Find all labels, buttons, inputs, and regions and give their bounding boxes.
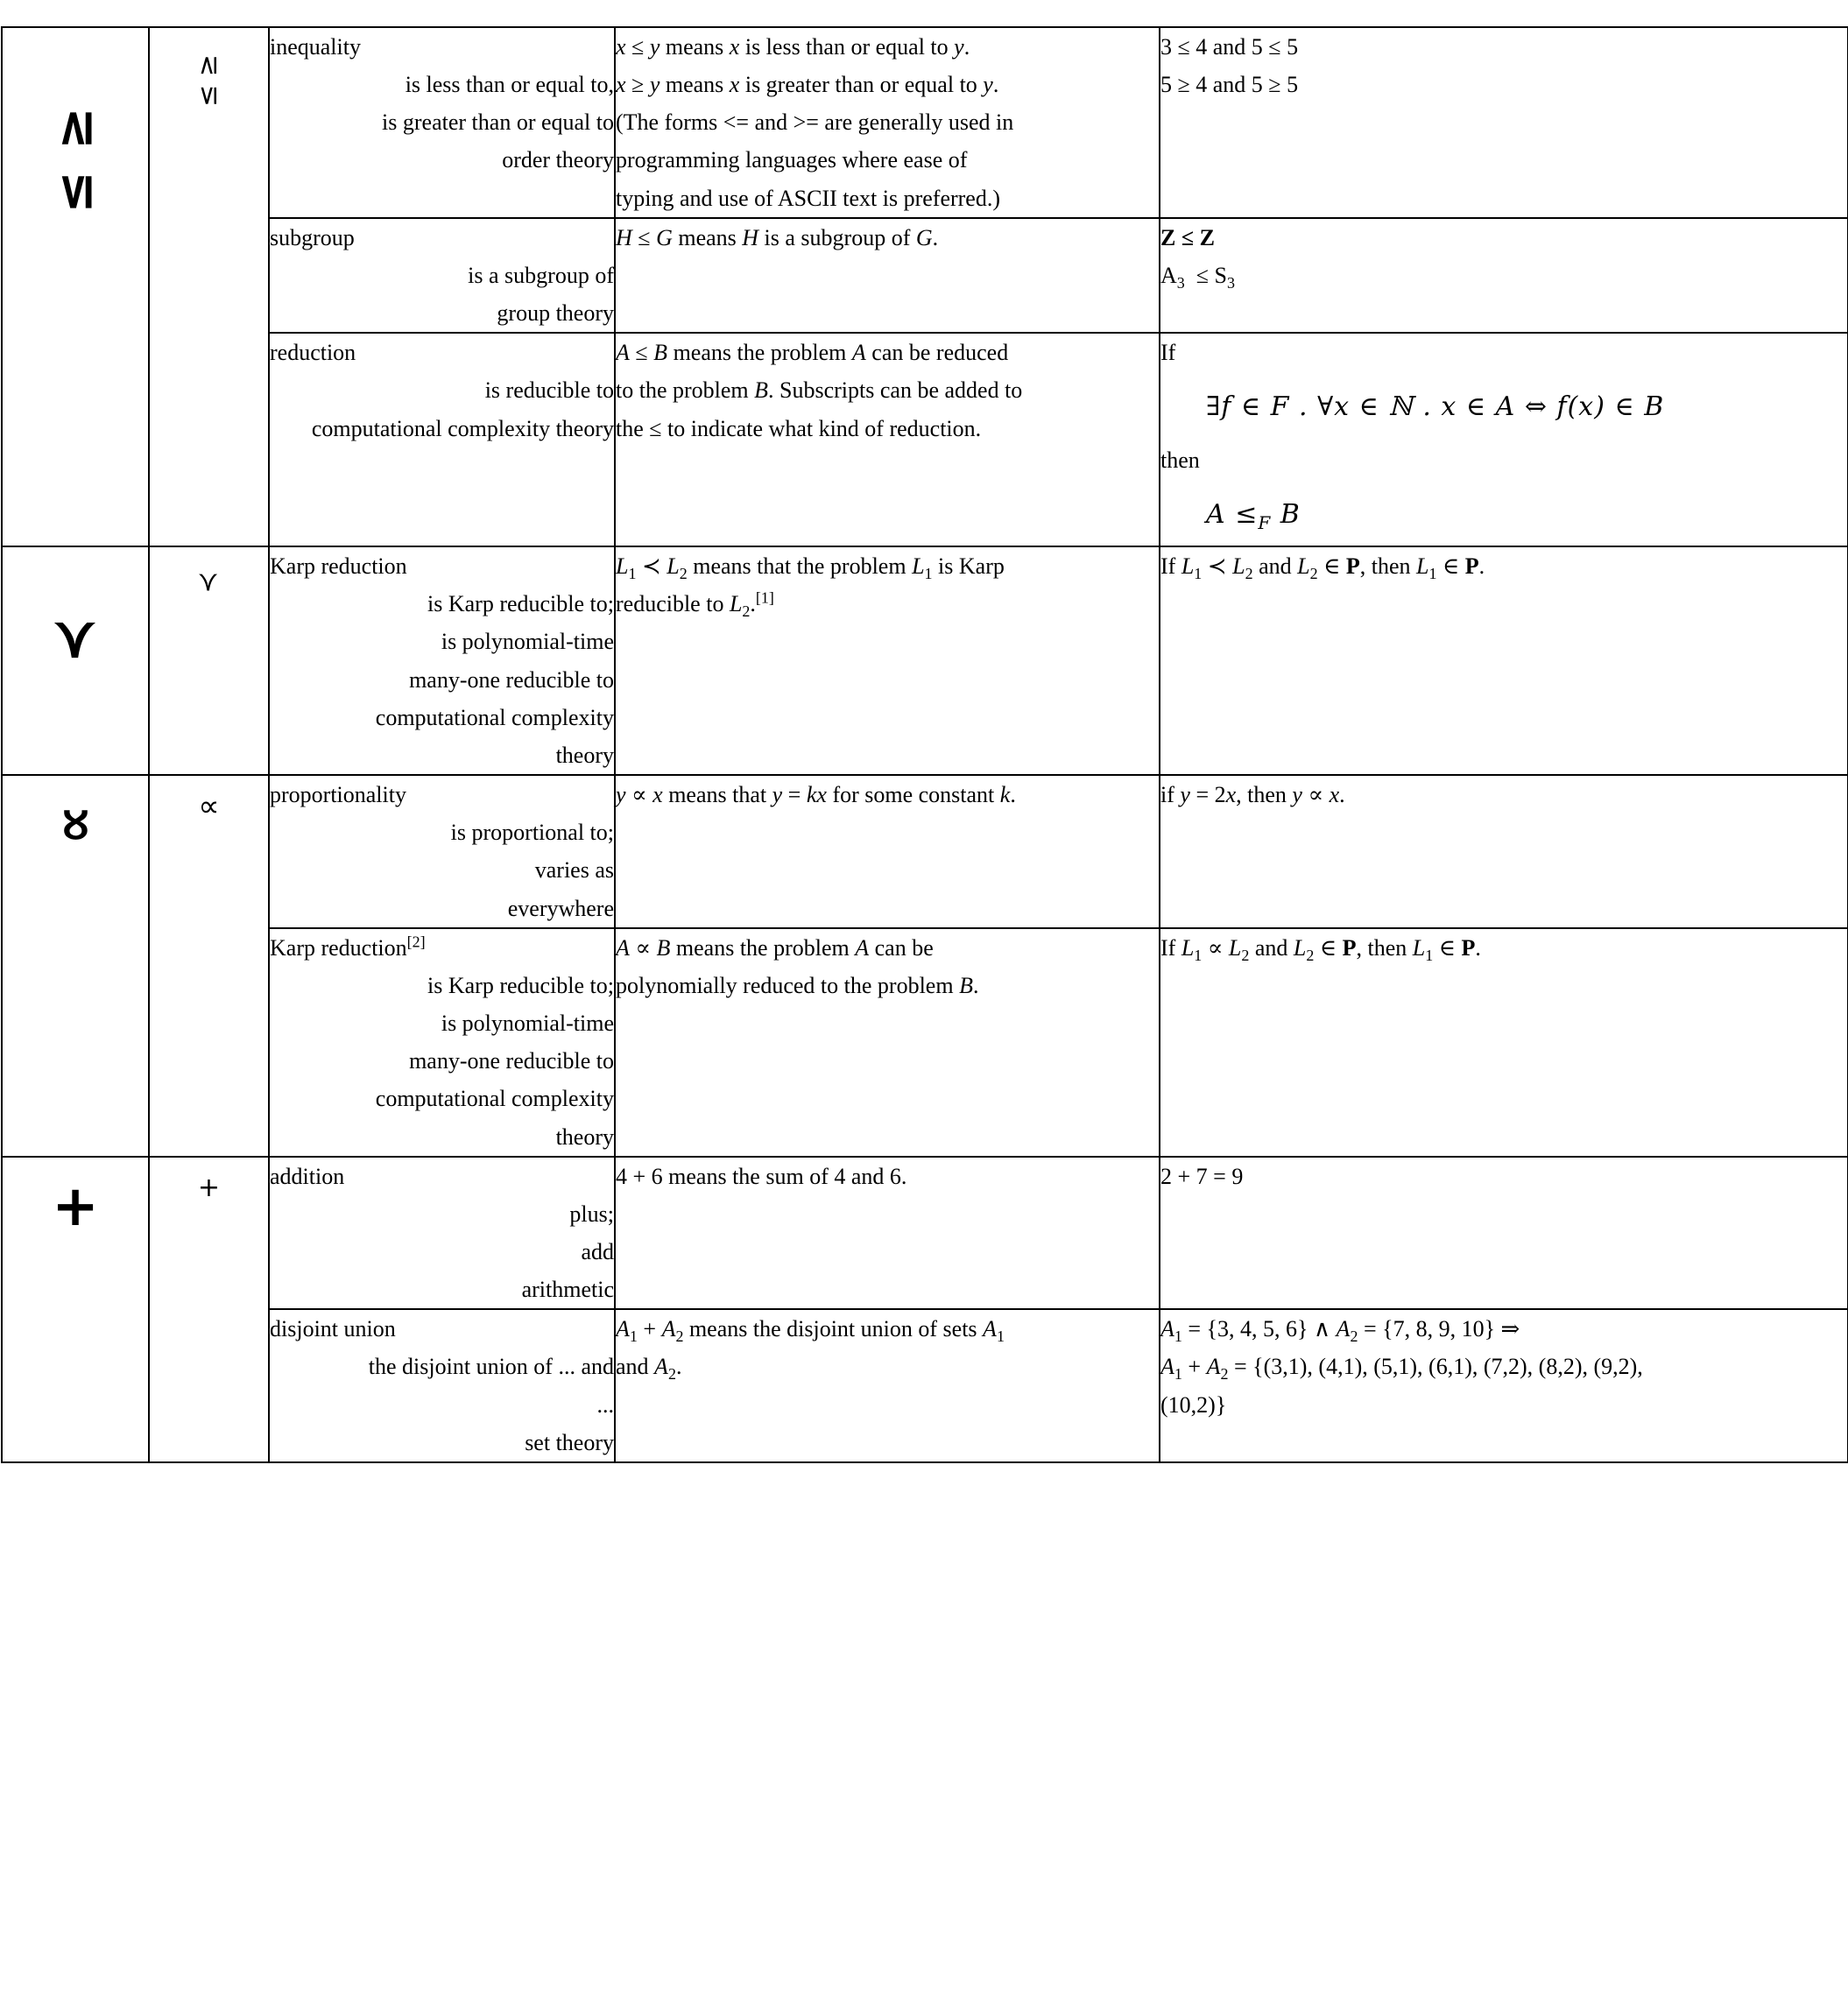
symbol-reading: is polynomial-time (441, 629, 614, 655)
symbol-name-text: Karp reduction (270, 934, 407, 961)
name-cell-karp-reduction-prec (269, 546, 615, 775)
symbol-reading: ... (596, 1391, 614, 1418)
meaning-line: programming languages where ease of (616, 147, 968, 173)
symbol-glyph-propto: ∝ (41, 803, 107, 845)
symbol-reading: plus; (569, 1201, 614, 1227)
symbol-reading: is greater than or equal to (382, 109, 614, 136)
symbol-glyph-leq-geq: ≤ ≥ (44, 105, 104, 214)
example-line: 3 ≤ 4 and 5 ≤ 5 (1160, 34, 1299, 60)
example-line: If $L_1$ ≺ $L_2$ and $L_2$ ∈ P, then $L_1$ ∈ P. (1160, 553, 1485, 583)
example-cell-addition (1160, 1157, 1848, 1310)
symbol-name: Karp reduction (270, 553, 407, 580)
example-cell-proportionality (1160, 775, 1848, 928)
example-then-label: then (1160, 447, 1200, 474)
name-cell-addition (269, 1157, 615, 1310)
meaning-line: and $A_2$. (616, 1354, 682, 1384)
table-row (2, 546, 1848, 775)
example-cell-disjoint-union (1160, 1309, 1848, 1462)
meaning-line: $L_1$ ≺ $L_2$ means that the problem $L_1$ is Karp (616, 553, 1005, 583)
meaning-line: x ≥ y means x is greater than or equal to y. (616, 72, 999, 98)
meaning-cell-subgroup (615, 218, 1160, 333)
symbol-reading: many-one reducible to (409, 666, 614, 693)
symbol-name: addition (270, 1163, 345, 1189)
table-row (2, 928, 1848, 1157)
group-icon-plus (149, 1157, 269, 1462)
meaning-line: $A_1 + A_2$ means the disjoint union of sets $A_1$ (616, 1316, 1005, 1346)
symbol-name: subgroup (270, 224, 355, 250)
meaning-line: (The forms <= and >= are generally used in (616, 109, 1014, 136)
symbol-name: disjoint union (270, 1316, 396, 1342)
group-icon-propto (149, 775, 269, 1157)
plus-icon: + (197, 1172, 221, 1203)
leq-geq-icon: ≤ ≥ (192, 54, 223, 107)
example-conclusion: $A \le_F$ B (1206, 499, 1301, 534)
example-line: (10,2)} (1160, 1391, 1227, 1418)
meaning-line: y ∝ x means that y = kx for some constant k. (616, 782, 1016, 808)
symbol-glyph-prec: ≺ (41, 615, 107, 664)
citation-ref-1[interactable]: [1] (755, 588, 774, 607)
example-formula: ∃f ∈ F . ∀x ∈ ℕ . x ∈ A ⇔ f(x) ∈ B (1206, 391, 1665, 423)
citation-ref-2[interactable]: [2] (406, 933, 426, 951)
name-cell-disjoint-union (269, 1309, 615, 1462)
example-line: $A_3 \le S_3$ (1160, 262, 1236, 292)
meaning-cell-reduction (615, 333, 1160, 546)
symbol-name: reduction (270, 340, 356, 366)
meaning-line: x ≤ y means x is less than or equal to y. (616, 34, 970, 60)
meaning-cell-disjoint-union (615, 1309, 1160, 1462)
group-symbol-leq-geq (2, 27, 149, 546)
symbol-field: computational complexity theory (311, 415, 614, 441)
meaning-cell-inequality (615, 27, 1160, 218)
group-icon-leq-geq (149, 27, 269, 546)
table-row (2, 1157, 1848, 1310)
symbol-reading: is proportional to; (450, 820, 614, 846)
example-cell-karp-reduction-propto (1160, 928, 1848, 1157)
meaning-line: to the problem B. Subscripts can be added to (616, 377, 1023, 404)
meaning-cell-addition (615, 1157, 1160, 1310)
table-row (2, 1309, 1848, 1462)
meaning-line: A ∝ B means the problem A can be (616, 934, 934, 961)
symbol-reading: is less than or equal to, (405, 72, 614, 98)
prec-icon: ≺ (192, 571, 223, 594)
symbol-field: computational complexity (375, 1086, 614, 1112)
group-symbol-propto (2, 775, 149, 1157)
example-cell-karp-reduction-prec (1160, 546, 1848, 775)
name-cell-karp-reduction-propto (269, 928, 615, 1157)
group-symbol-plus (2, 1157, 149, 1462)
symbol-reading: is Karp reducible to; (427, 972, 614, 998)
symbol-field: arithmetic (521, 1277, 614, 1303)
name-cell-reduction (269, 333, 615, 546)
table-row (2, 775, 1848, 928)
name-cell-inequality (269, 27, 615, 218)
example-line: $A_1 = \{3$, 4, 5, 6} ∧ $A_2 = \{7$, 8, 9, 10} ⇒ (1160, 1316, 1520, 1346)
example-line: 5 ≥ 4 and 5 ≥ 5 (1160, 72, 1299, 98)
meaning-line: reducible to $L_2.[1]$ (616, 588, 774, 621)
propto-icon: ∝ (198, 789, 220, 825)
symbol-reading: add (581, 1238, 614, 1264)
symbol-field: everywhere (507, 895, 614, 921)
group-symbol-prec (2, 546, 149, 775)
symbol-field: order theory (502, 147, 614, 173)
symbol-field: theory (555, 1123, 614, 1150)
example-line: if y = 2x, then y ∝ x. (1160, 782, 1345, 808)
meaning-cell-proportionality (615, 775, 1160, 928)
symbol-name: inequality (270, 34, 361, 60)
example-line: 2 + 7 = 9 (1160, 1163, 1244, 1189)
symbol-reading: is a subgroup of (468, 262, 614, 288)
example-line: $A_1 + A_2 = \{(3,1)$, (4,1), (5,1), (6,1), (7,2), (8,2), (9,2), (1160, 1354, 1643, 1384)
example-cell-subgroup (1160, 218, 1848, 333)
symbol-reading: varies as (534, 857, 614, 884)
symbol-reading: is polynomial-time (441, 1011, 614, 1037)
symbols-table-page (0, 26, 1848, 2007)
symbol-reading: the disjoint union of ... and (368, 1354, 614, 1380)
meaning-line: A ≤ B means the problem A can be reduced (616, 340, 1009, 366)
symbol-glyph-plus: + (52, 1173, 99, 1239)
table-row (2, 333, 1848, 546)
symbol-reading: is Karp reducible to; (427, 591, 614, 617)
symbol-name: proportionality (270, 782, 406, 808)
symbol-field: group theory (497, 300, 614, 327)
example-if-label: If (1160, 340, 1176, 366)
meaning-cell-karp-reduction-prec (615, 546, 1160, 775)
meaning-cell-karp-reduction-propto (615, 928, 1160, 1157)
symbol-field: set theory (525, 1429, 614, 1455)
example-cell-inequality (1160, 27, 1848, 218)
symbol-reading: many-one reducible to (409, 1048, 614, 1074)
mathematical-symbols-table (1, 26, 1848, 1463)
table-row (2, 218, 1848, 333)
name-cell-proportionality (269, 775, 615, 928)
meaning-line: the ≤ to indicate what kind of reduction. (616, 415, 982, 441)
symbol-field: theory (555, 742, 614, 768)
meaning-line: H ≤ G means H is a subgroup of G. (616, 224, 939, 250)
example-cell-reduction (1160, 333, 1848, 546)
symbol-name (270, 929, 614, 967)
symbol-reading: is reducible to (484, 377, 614, 404)
symbol-field: computational complexity (375, 704, 614, 730)
example-line: If $L_1 \propto L_2$ and $L_2$ ∈ P, then $L_1$ ∈ P. (1160, 934, 1481, 964)
meaning-line: polynomially reduced to the problem B. (616, 972, 979, 998)
meaning-line: typing and use of ASCII text is preferred.) (616, 185, 1001, 211)
table-row (2, 27, 1848, 218)
meaning-line: 4 + 6 means the sum of 4 and 6. (616, 1163, 907, 1189)
name-cell-subgroup (269, 218, 615, 333)
group-icon-prec (149, 546, 269, 775)
example-line: Z ≤ Z (1160, 224, 1215, 250)
